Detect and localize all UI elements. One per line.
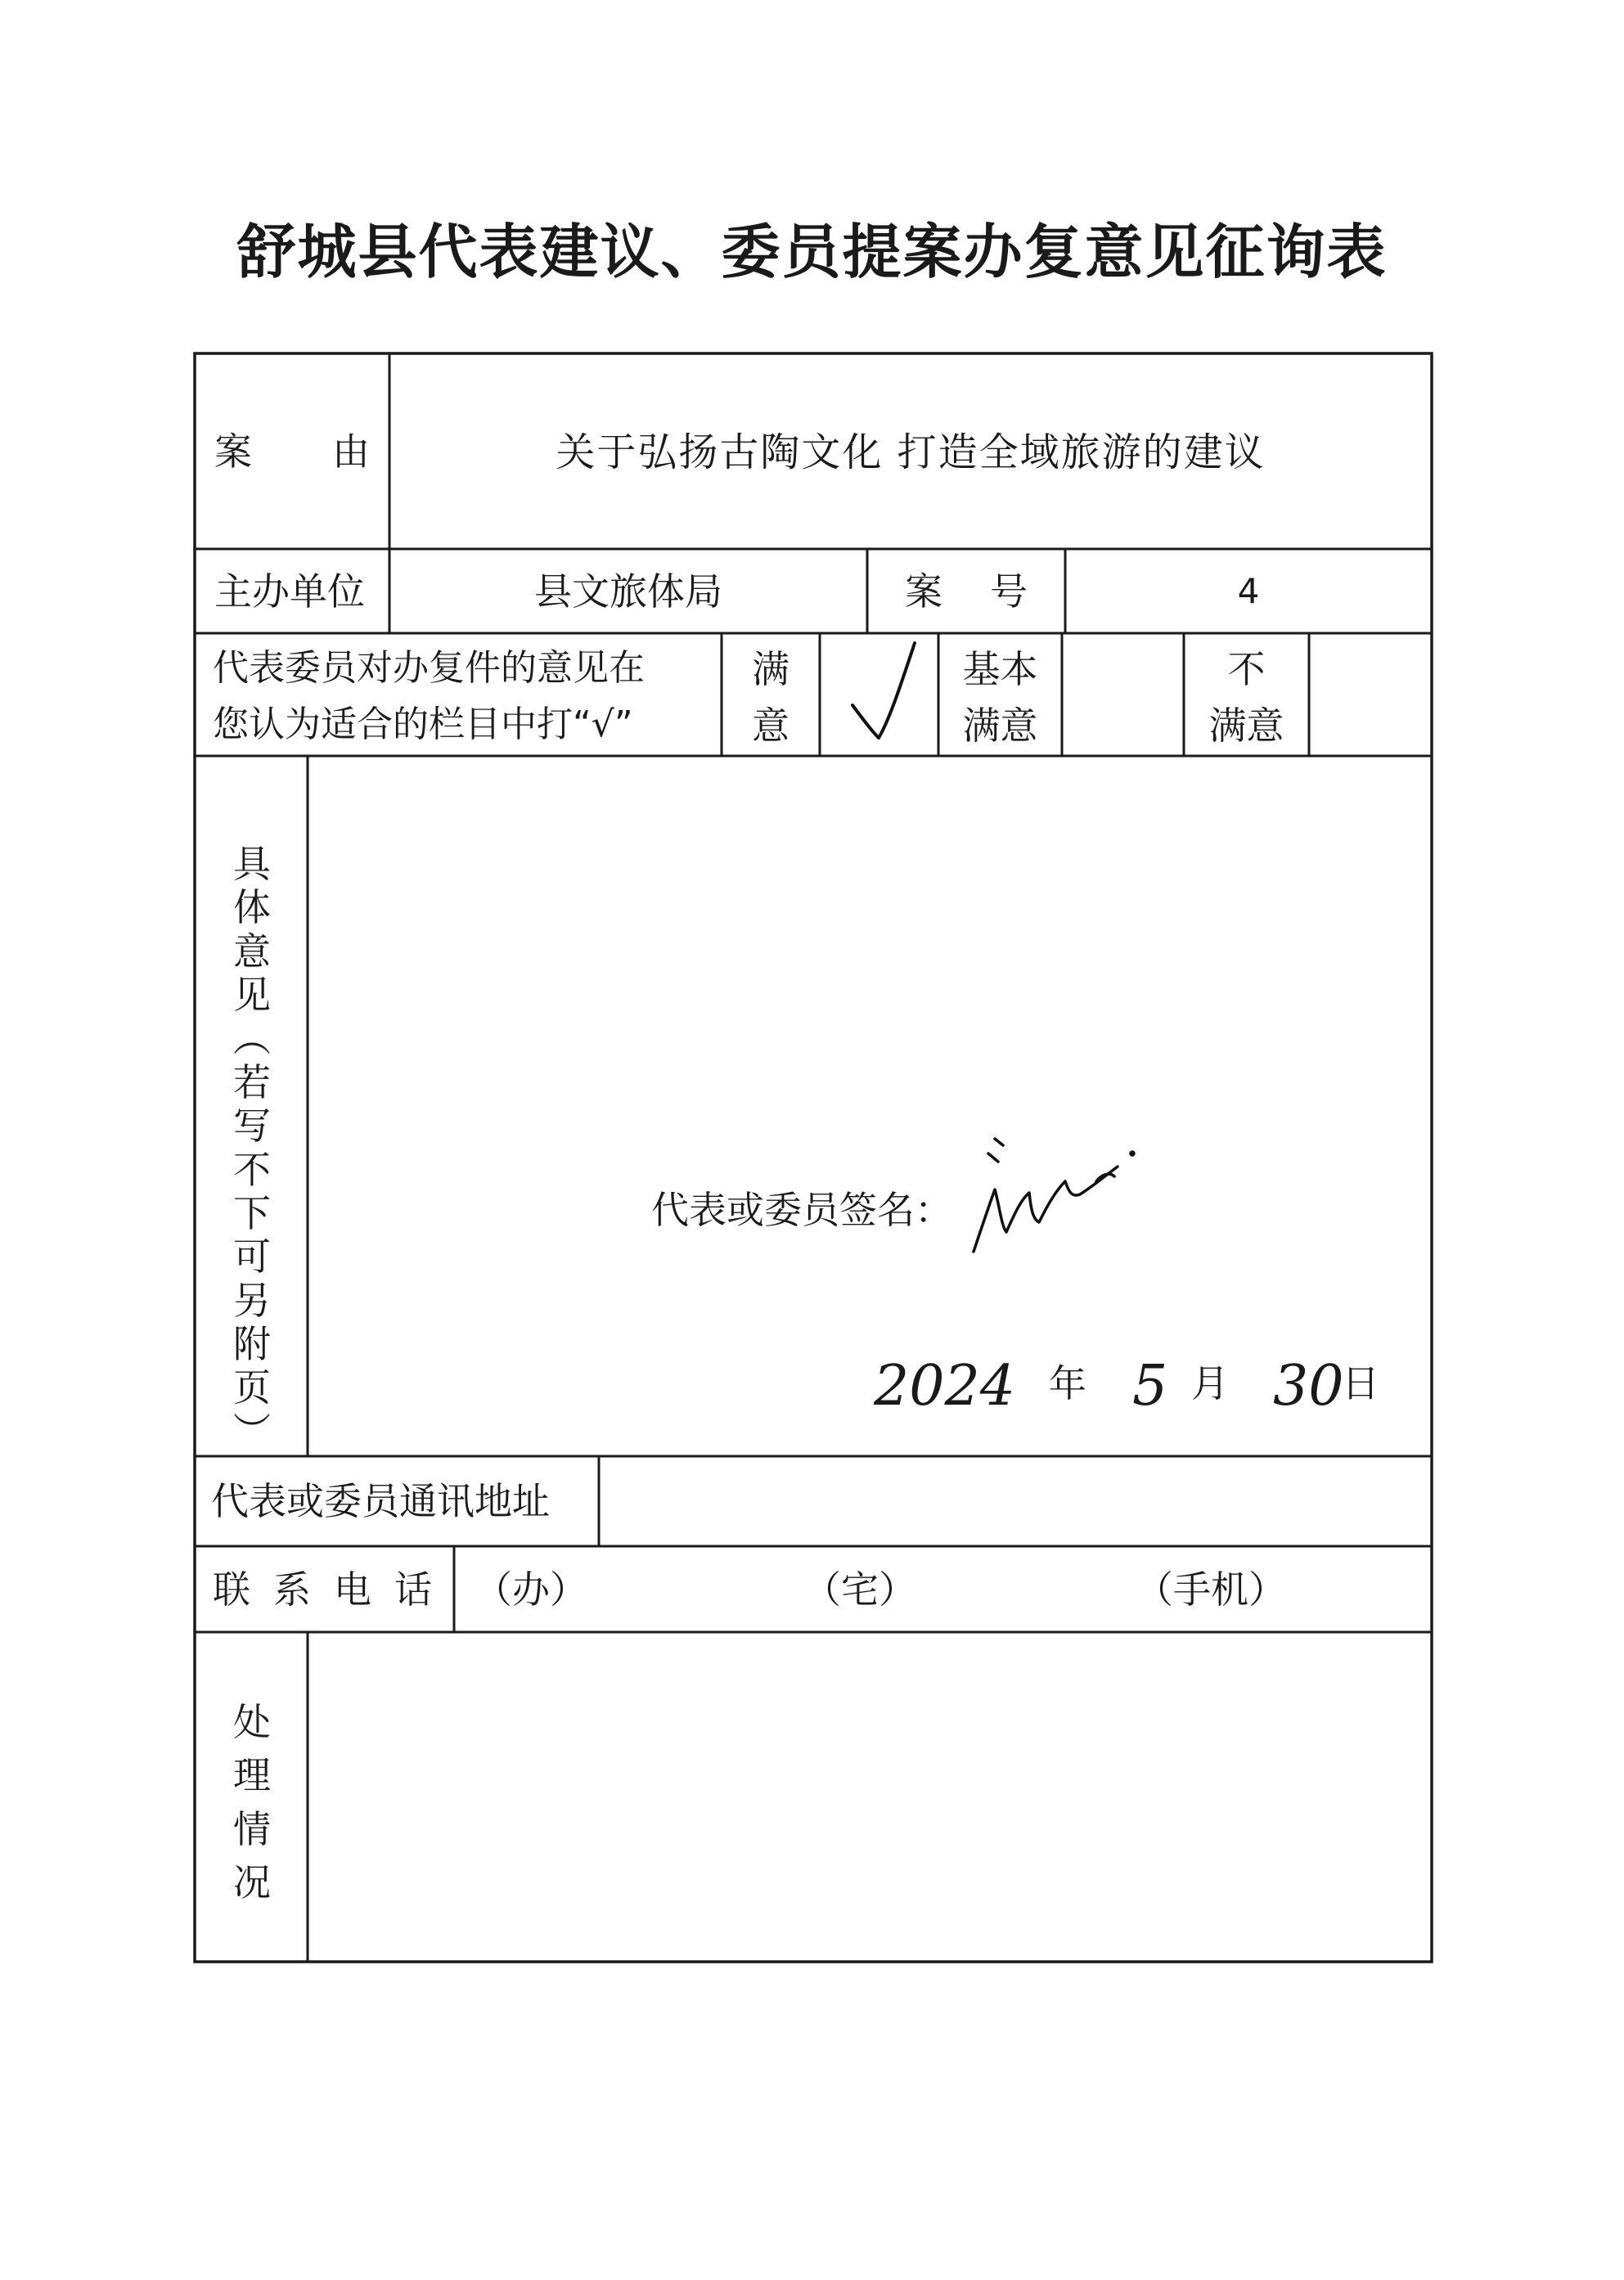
date-year-unit: 年 [1049,1361,1086,1405]
phone-label-char: 话 [394,1567,432,1612]
handling-char: 处 [233,1700,271,1744]
phone-mobile-field[interactable]: （手机） [1136,1567,1286,1612]
date-year: 2024 [874,1354,1016,1419]
signature-label: 代表或委员签名： [651,1188,952,1232]
handling-char: 况 [233,1860,271,1904]
opinion-instruction-line2: 您认为适合的栏目中打“√” [213,704,633,745]
detail-opinion-char: 写 [233,1104,271,1149]
detail-opinion-char: 具 [233,842,271,886]
case-no-label-char-1: 案 [905,569,942,614]
detail-opinion-char: ︵ [233,1016,271,1061]
host-unit-label: 主办单位 [214,569,365,614]
detail-opinion-char: 见 [233,973,271,1018]
host-unit-value: 县文旅体局 [534,569,722,614]
phone-home-field[interactable]: （宅） [803,1567,916,1612]
handwritten-signature [949,1129,1154,1268]
detail-opinion-char: 另 [233,1278,271,1323]
case-subject-label-char-1: 案 [214,429,252,474]
phone-label-char: 电 [334,1567,371,1612]
detail-opinion-char: 附 [233,1321,271,1366]
detail-opinion-char: 体 [233,885,271,930]
detail-opinion-label [227,843,277,1454]
option-basically-satisfied-line1: 基本 [962,647,1038,691]
detail-opinion-char: 可 [233,1234,271,1279]
detail-opinion-char: 意 [233,929,271,974]
case-subject-label [214,429,370,474]
phone-label-char: 联 [213,1567,250,1612]
date-day-unit: 日 [1342,1361,1379,1405]
case-subject-label-char-2: 由 [332,429,370,474]
address-label: 代表或委员通讯地址 [211,1479,550,1523]
option-satisfied-line1: 满 [752,647,790,691]
case-subject-value: 关于弘扬古陶文化 打造全域旅游的建议 [556,429,1266,475]
option-satisfied-line2: 意 [752,704,790,748]
phone-label [213,1567,432,1612]
detail-opinion-char: 页 [233,1365,271,1410]
address-field[interactable] [615,1482,1417,1523]
detail-opinion-char: 不 [233,1147,271,1192]
handling-char: 理 [233,1753,271,1798]
page-title: 舒城县代表建议、委员提案办复意见征询表 [236,217,1388,286]
phone-label-char: 系 [273,1567,311,1612]
handwritten-checkmark[interactable] [820,633,938,756]
detail-opinion-char: 若 [233,1059,271,1104]
detail-opinion-char: ︶ [233,1409,271,1454]
detail-opinion-char: 下 [233,1190,271,1235]
date-month-unit: 月 [1191,1361,1229,1405]
date-day: 30 [1273,1354,1344,1419]
phone-office-field[interactable]: （办） [475,1567,587,1612]
opinion-instruction-line1: 代表委员对办复件的意见在 [213,647,645,689]
case-no-value: 4 [1237,571,1260,611]
option-unsatisfied-line2: 满意 [1208,704,1284,748]
option-basically-satisfied-line2: 满意 [962,704,1038,748]
option-unsatisfied-line1: 不 [1227,647,1266,691]
case-no-label-char-2: 号 [990,569,1028,614]
case-no-label [905,569,1028,614]
date-month: 5 [1132,1354,1168,1419]
handling-label [227,1696,277,1909]
handling-char: 情 [233,1806,271,1851]
